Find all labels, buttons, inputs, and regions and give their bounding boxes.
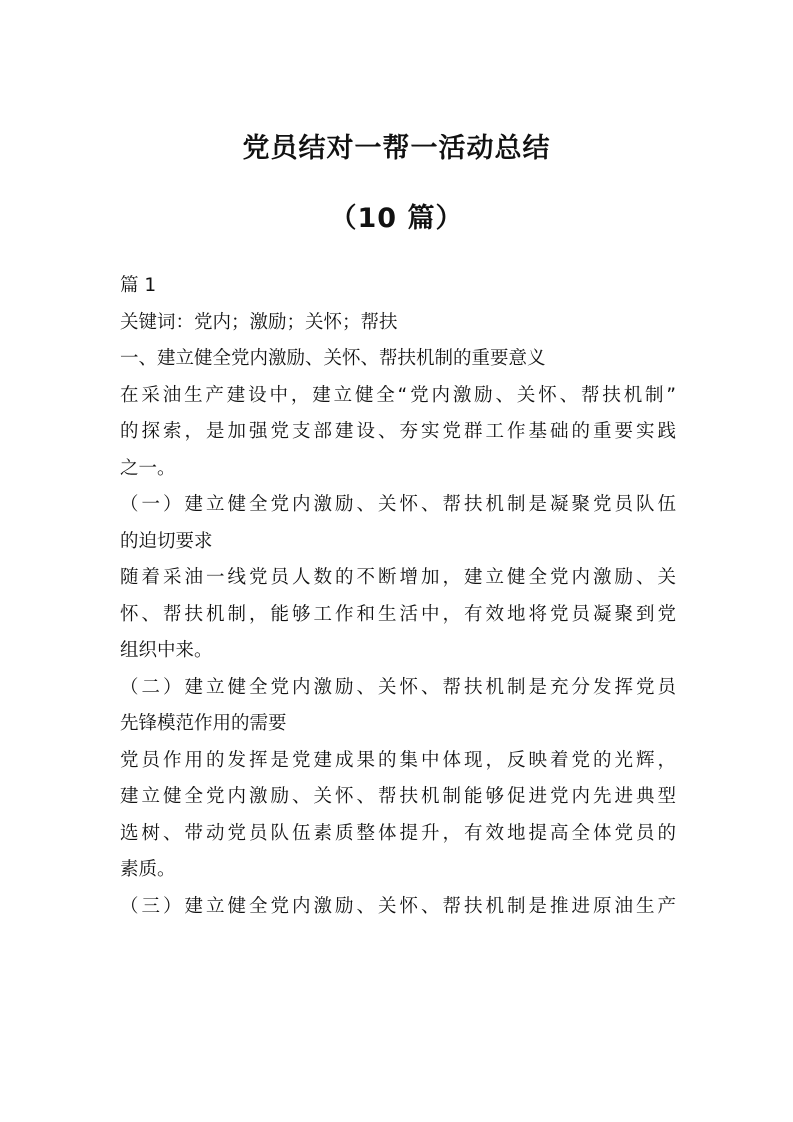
paragraph-line: 建立健全党内激励、关怀、帮扶机制能够促进党内先进典型 (120, 786, 676, 807)
paragraph-line: 党员作用的发挥是党建成果的集中体现，反映着党的光辉， (120, 749, 676, 771)
paragraph-line: 素质。 (120, 859, 176, 880)
paragraph-line: 组织中来。 (120, 640, 213, 661)
subheading-line: （三）建立健全党内激励、关怀、帮扶机制是推进原油生产 (120, 895, 676, 917)
paragraph-line: 选树、带动党员队伍素质整体提升，有效地提高全体党员的 (120, 822, 676, 844)
paragraph-line: 的探索，是加强党支部建设、夯实党群工作基础的重要实践 (120, 421, 676, 442)
subheading-line: 先锋模范作用的需要 (120, 713, 287, 734)
paragraph-line: 之一。 (120, 457, 176, 479)
document-title: 党员结对一帮一活动总结 (242, 133, 551, 164)
paragraph-line: 怀、帮扶机制，能够工作和生活中，有效地将党员凝聚到党 (120, 603, 676, 625)
subheading-line: 的迫切要求 (120, 530, 213, 552)
paragraph-line: 随着采油一线党员人数的不断增加，建立健全党内激励、关 (120, 567, 676, 588)
paragraph-line: 在采油生产建设中，建立健全“党内激励、关怀、帮扶机制” (120, 384, 676, 406)
document-subtitle: （10 篇） (329, 203, 464, 234)
document-body (120, 268, 676, 925)
section-heading: 篇 1 (120, 275, 157, 296)
keywords-line: 关键词：党内；激励；关怀；帮扶 (120, 311, 398, 333)
heading-line: 一、建立健全党内激励、关怀、帮扶机制的重要意义 (120, 348, 546, 369)
subheading-line: （二）建立健全党内激励、关怀、帮扶机制是充分发挥党员 (120, 676, 676, 698)
subheading-line: （一）建立健全党内激励、关怀、帮扶机制是凝聚党员队伍 (120, 494, 676, 515)
